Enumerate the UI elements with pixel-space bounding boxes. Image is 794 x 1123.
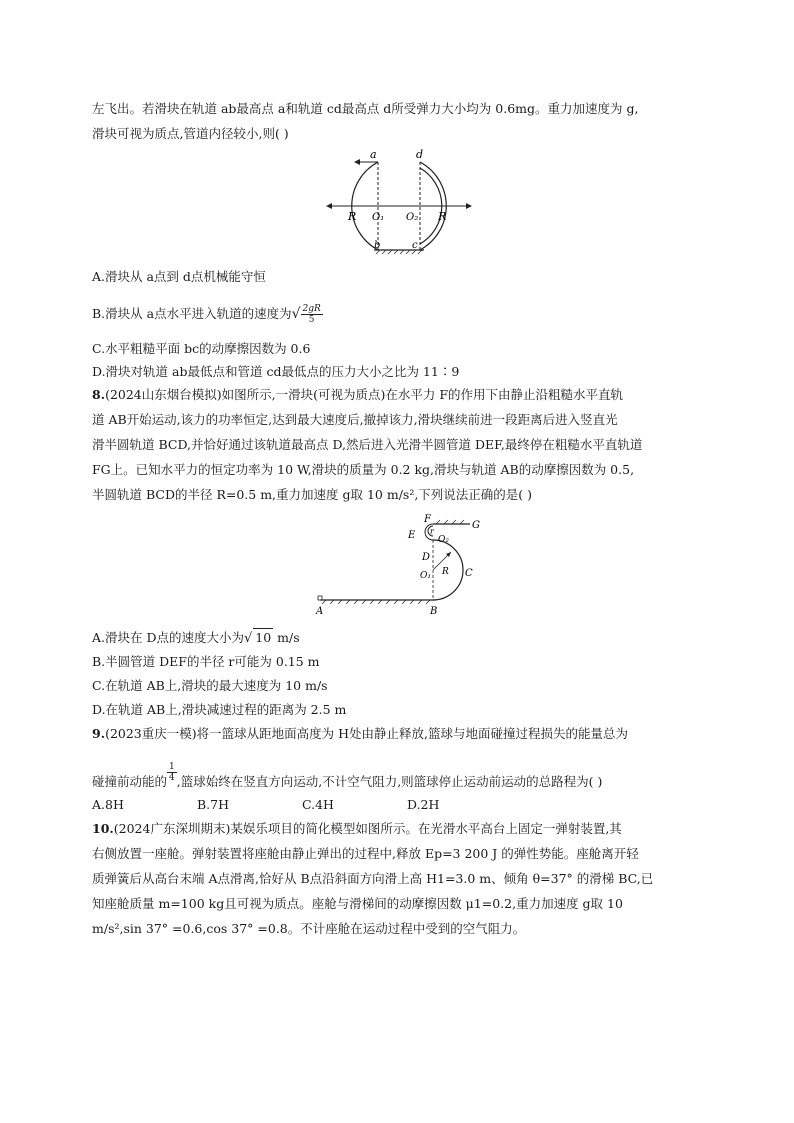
q10-text-line-4: 知座舱质量 m=100 kg且可视为质点。座舱与滑梯间的动摩擦因数 μ1=0.2,重力加速度 g取 10 bbox=[92, 896, 623, 911]
q7-option-b-fraction bbox=[301, 304, 323, 325]
label-B: B bbox=[430, 606, 438, 617]
label-o2: O₂ bbox=[406, 212, 419, 223]
q8-figure bbox=[310, 510, 500, 618]
q8-text-line-1 bbox=[92, 386, 623, 404]
label-d: d bbox=[416, 148, 424, 161]
label-b: b bbox=[374, 240, 381, 251]
q10-line-1: (2024广东深圳期末)某娱乐项目的简化模型如图所示。在光滑水平高台上固定一弹射装置,其 bbox=[113, 821, 622, 836]
q9-fraction bbox=[167, 762, 177, 783]
q8-option-d: D.在轨道 AB上,滑块减速过程的距离为 2.5 m bbox=[92, 702, 347, 717]
q9-option-c: C.4H bbox=[302, 797, 334, 812]
q9-option-a: A.8H bbox=[92, 797, 124, 812]
q7-option-b: B.滑块从 a点水平进入轨道的速度为√ $\frac{2gR}{5}$ bbox=[92, 304, 321, 325]
q8-option-a-unit: m/s bbox=[273, 630, 300, 645]
q8-option-c: C.在轨道 AB上,滑块的最大速度为 10 m/s bbox=[92, 678, 328, 693]
q8-option-a-text: A.滑块在 D点的速度大小为 bbox=[92, 630, 244, 645]
q7-option-a: A.滑块从 a点到 d点机械能守恒 bbox=[92, 269, 266, 284]
label-O2: O₂ bbox=[438, 535, 449, 545]
q10-text-line-5: m/s²,sin 37° =0.6,cos 37° =0.8。不计座舱在运动过程中受到的空气阻力。 bbox=[92, 921, 526, 936]
q9-option-d: D.2H bbox=[407, 797, 440, 812]
q8-text-line-2: 道 AB开始运动,该力的功率恒定,达到最大速度后,撤掉该力,滑块继续前进一段距离后进入竖直光 bbox=[92, 412, 618, 427]
q9-number: 9. bbox=[92, 726, 106, 741]
label-c: c bbox=[412, 240, 418, 251]
q9-options bbox=[92, 796, 512, 814]
label-D: D bbox=[422, 552, 431, 563]
q8-text-line-4: FG上。已知水平力的恒定功率为 10 W,滑块的质量为 0.2 kg,滑块与轨道 AB的动摩擦因数为 0.5, bbox=[92, 462, 635, 477]
label-E: E bbox=[408, 530, 416, 541]
q9-line-2-pre: 碰撞前动能的 bbox=[92, 774, 168, 789]
q8-line-1: (2024山东烟台模拟)如图所示,一滑块(可视为质点)在水平力 F的作用下由静止沿粗糙水平直轨 bbox=[105, 387, 624, 402]
q7-text-line-2: 滑块可视为质点,管道内径较小,则( ) bbox=[92, 126, 289, 141]
q9-text-line-2 bbox=[92, 762, 602, 791]
q9-text-line-1 bbox=[92, 725, 628, 743]
q10-text-line-2: 右侧放置一座舱。弹射装置将座舱由静止弹出的过程中,释放 Ep=3 200 J 的弹性势能。座舱离开轻 bbox=[92, 846, 639, 861]
q10-number: 10. bbox=[92, 821, 114, 836]
q8-option-b: B.半圆管道 DEF的半径 r可能为 0.15 m bbox=[92, 654, 320, 669]
q8-option-a: A.滑块在 D点的速度大小为√ 10 m/s bbox=[92, 630, 300, 646]
q8-option-a-radicand: 10 bbox=[255, 630, 272, 645]
q7-text-line-1: 左飞出。若滑块在轨道 ab最高点 a和轨道 cd最高点 d所受弹力大小均为 0.6mg。重力加速度为 g, bbox=[92, 101, 639, 116]
q8-number: 8. bbox=[92, 387, 106, 402]
q10-text-line-3: 质弹簧后从高台末端 A点滑离,恰好从 B点沿斜面方向滑上高 H1=3.0 m、倾角 θ=37° 的滑梯 BC,已 bbox=[92, 871, 654, 886]
q9-frac-den: 4 bbox=[169, 773, 175, 783]
q10-text-line-1 bbox=[92, 820, 622, 838]
frac-den: 5 bbox=[308, 315, 315, 325]
label-r-right: R bbox=[438, 210, 447, 223]
label-r: r bbox=[430, 527, 434, 536]
label-R: R bbox=[442, 567, 449, 577]
q8-text-line-5: 半圆轨道 BCD的半径 R=0.5 m,重力加速度 g取 10 m/s²,下列说法正确的是( ) bbox=[92, 487, 533, 502]
q7-option-c: C.水平粗糙平面 bc的动摩擦因数为 0.6 bbox=[92, 341, 311, 356]
q7-figure bbox=[310, 148, 490, 260]
q8-text-line-3: 滑半圆轨道 BCD,并恰好通过该轨道最高点 D,然后进入光滑半圆管道 DEF,最终停在粗糙水平直轨道 bbox=[92, 437, 643, 452]
label-G: G bbox=[472, 520, 480, 531]
q7-option-d: D.滑块对轨道 ab最低点和管道 cd最低点的压力大小之比为 11∶9 bbox=[92, 364, 460, 379]
q7-option-b-text: B.滑块从 a点水平进入轨道的速度为 bbox=[92, 306, 292, 321]
label-r-left: R bbox=[348, 210, 357, 223]
label-O1: O₁ bbox=[420, 571, 431, 581]
frac-num: 2gR bbox=[302, 304, 321, 314]
q9-option-b: B.7H bbox=[197, 797, 230, 812]
label-A: A bbox=[316, 606, 324, 617]
q9-line-1: (2023重庆一模)将一篮球从距地面高度为 H处由静止释放,篮球与地面碰撞过程损失的能量总为 bbox=[105, 726, 628, 741]
label-o1: O₁ bbox=[372, 212, 385, 223]
label-a: a bbox=[370, 148, 377, 161]
label-C: C bbox=[465, 568, 473, 579]
q9-line-2-post: ,篮球始终在竖直方向运动,不计空气阻力,则篮球停止运动前运动的总路程为( ) bbox=[176, 774, 603, 789]
q9-frac-num: 1 bbox=[169, 762, 175, 772]
label-F: F bbox=[424, 514, 431, 525]
